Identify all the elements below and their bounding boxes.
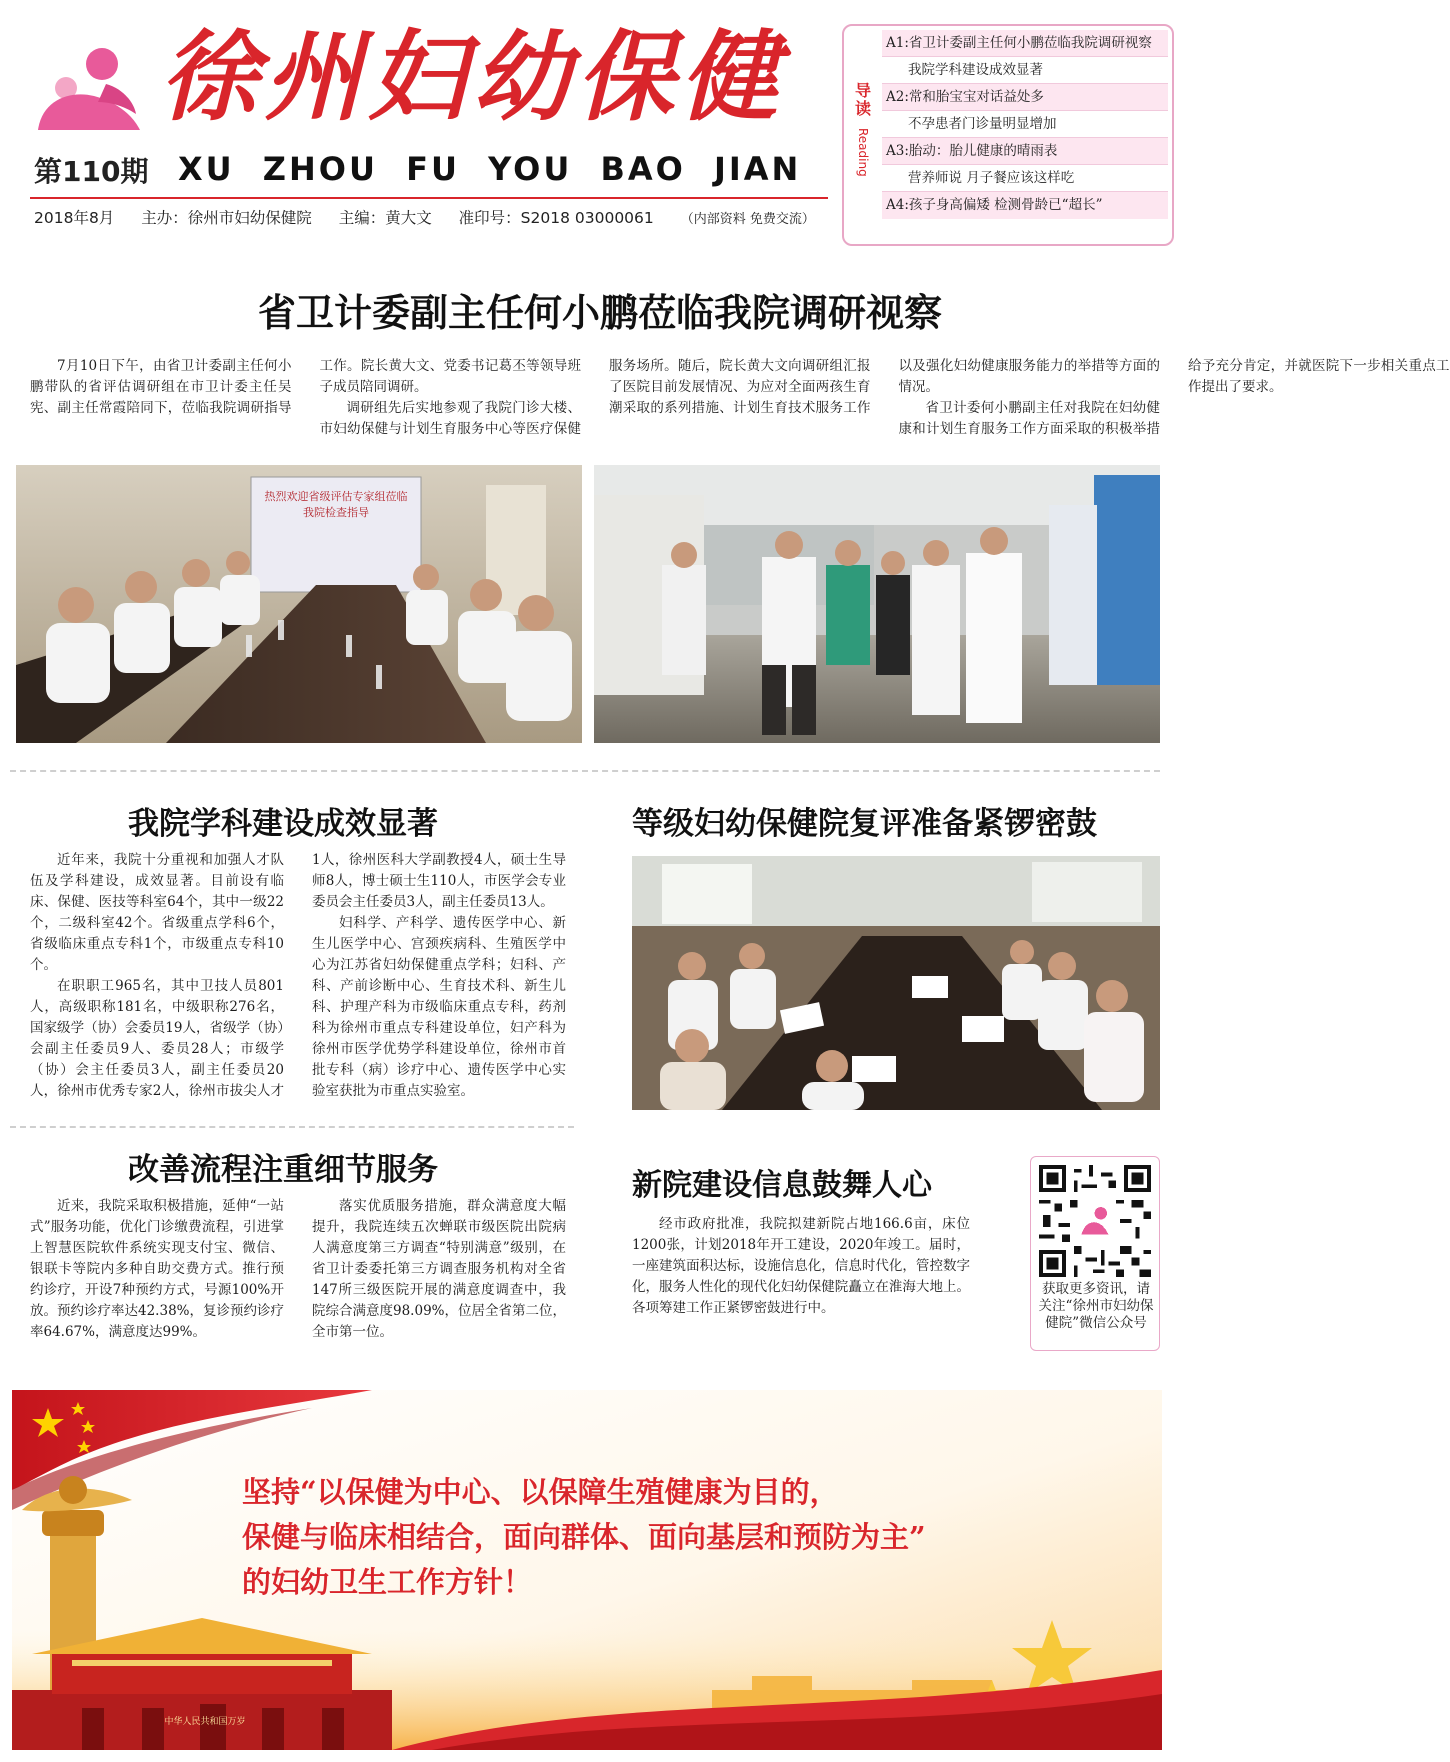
hall-visit-photo: [594, 465, 1160, 743]
reading-item[interactable]: A4:孩子身高偏矮 检测骨龄已“超长”: [882, 192, 1168, 219]
banner-slogan: [242, 1470, 1122, 1605]
section-divider: [10, 770, 1160, 772]
discipline-article-body: [30, 850, 566, 1112]
hospital-logo: [36, 44, 146, 134]
policy-banner: [12, 1390, 1162, 1750]
masthead-title: 徐州妇幼保健: [160, 20, 785, 135]
discipline-paragraph: 妇科学、产科学、遗传医学中心、新生儿医学中心、宫颈疾病科、生殖医学中心为江苏省妇幼保健重点学科；妇科、产科、产前诊断中心、生育技术科、新生儿科、护理产科为市级临床重点专科，药剂科为徐州市重点专科建设单位，妇产科为徐州市医学优势学科建设单位，徐州市首批专科（病）诊疗中心、遗传医学中心实验室获批为市重点实验室。: [312, 915, 566, 1099]
banner-line: 保健与临床相结合，面向群体、面向基层和预防为主”: [242, 1520, 926, 1554]
reading-item[interactable]: A1:省卫计委副主任何小鹏莅临我院调研视察: [882, 30, 1168, 57]
publish-date: 2018年8月: [34, 209, 115, 227]
reading-guide-box: [842, 24, 1174, 246]
process-headline: 改善流程注重细节服务: [128, 1152, 438, 1188]
reading-item[interactable]: 营养师说 月子餐应该这样吃: [882, 165, 1168, 192]
qr-caption: 获取更多资讯，请关注“徐州市妇幼保健院”微信公众号: [1038, 1281, 1154, 1331]
reading-guide-list: [882, 30, 1168, 219]
process-paragraph: 落实优质服务措施，群众满意度大幅提升，我院连续五次蝉联市级医院出院病人满意度第三方调查“特别满意”级别，在省卫计委委托第三方调查服务机构对全省147所三级医院开展的满意度调查中，我院综合满意度98.09%，位居全省第二位，全市第一位。: [312, 1198, 566, 1340]
lead-paragraph: 调研组先后实地参观了我院门诊大楼、市妇幼保健与计划生育服务中心等医疗保健服务场所。随后，院长黄大文向调研组汇报了医院目前发展情况、为应对全面两孩生育潮采取的系列措施、计划生育技术服务工作以及强化妇幼健康服务能力的举措等方面的情况。: [319, 358, 1160, 437]
distribution-note: （内部资料 免费交流）: [680, 212, 815, 227]
lead-headline: 省卫计委副主任何小鹏莅临我院调研视察: [257, 291, 942, 335]
discipline-headline: 我院学科建设成效显著: [128, 806, 438, 842]
process-article-body: [30, 1196, 566, 1352]
reading-item[interactable]: A3:胎动：胎儿健康的晴雨表: [882, 138, 1168, 165]
lead-paragraph: 7月10日下午，由省卫计委副主任何小鹏带队的省评估调研组在市卫计委主任吴宪、副主任常霞陪同下，莅临我院调研指导工作。院长黄大文、党委书记葛丕等领导班子成员陪同调研。: [30, 358, 581, 416]
review-meeting-photo: [632, 856, 1160, 1110]
reading-label-cn: 导读: [854, 81, 871, 118]
hall-visit-illustration: [594, 465, 1160, 743]
new-campus-paragraph: 经市政府批准，我院拟建新院占地166.6亩，床位1200张，计划2018年开工建设，2020年竣工。届时，一座建筑面积达标，设施信息化，信息时代化，管控数字化，服务人性化的现代化妇幼保健院矗立在淮海大地上。各项筹建工作正紧锣密鼓进行中。: [632, 1216, 970, 1316]
sponsor: 主办：徐州市妇幼保健院: [141, 209, 312, 227]
editor: 主编：黄大文: [338, 209, 432, 227]
masthead-meta: [34, 206, 815, 228]
discipline-paragraph: 近年来，我院十分重视和加强人才队伍及学科建设，成效显著。目前设有临床、保健、医技等科室64个，其中一级22个，二级科室42个。省级重点学科6个，省级临床重点专科1个，市级重点专科10个。: [30, 852, 284, 973]
issue-number: 第110期: [34, 155, 149, 188]
masthead-pinyin: XU ZHOU FU YOU BAO JIAN: [178, 150, 802, 188]
permit-number: 准印号：S2018 03000061: [458, 209, 654, 227]
discipline-paragraph: 在职职工965名，其中卫技人员801人，高级职称181名，中级职称276名，国家级学（协）会委员19人，省级学（协）会副主任委员9人、委员28人；市级学（协）会主任委员3人，副主任委员20人，徐州市优秀专家2人，徐州市拔尖人才1人，徐州医科大学副教授4人，硕士生导师8人，博士硕士生110人，市医学会专业委员会主任委员3人，副主任委员13人。: [30, 852, 566, 1099]
section-divider: [10, 1126, 574, 1128]
review-headline: 等级妇幼保健院复评准备紧锣密鼓: [632, 806, 1097, 842]
reading-item[interactable]: 不孕患者门诊量明显增加: [882, 111, 1168, 138]
review-meeting-illustration: [632, 856, 1160, 1110]
gate-sign: 中华人民共和国万岁: [164, 1717, 246, 1727]
new-campus-headline: 新院建设信息鼓舞人心: [632, 1168, 932, 1203]
masthead-rule: [30, 197, 828, 199]
wechat-qr-box: [1030, 1156, 1160, 1351]
qr-code-icon[interactable]: [1039, 1165, 1151, 1277]
new-campus-article-body: [632, 1214, 970, 1350]
banner-line: 坚持“以保健为中心、以保障生殖健康为目的，: [242, 1475, 839, 1509]
reading-guide-label: [848, 82, 878, 177]
banner-line: 的妇幼卫生工作方针！: [242, 1565, 533, 1599]
reading-item[interactable]: 我院学科建设成效显著: [882, 57, 1168, 84]
reading-label-en: Reading: [856, 128, 870, 177]
projector-screen-text: 热烈欢迎省级评估专家组莅临我院检查指导: [264, 490, 408, 519]
reading-item[interactable]: A2:常和胎宝宝对话益处多: [882, 84, 1168, 111]
lead-paragraph: 省卫计委何小鹏副主任对我院在妇幼健康和计划生育服务工作方面采取的积极举措给予充分肯定，并就医院下一步相关重点工作提出了要求。: [898, 358, 1450, 437]
process-paragraph: 近来，我院采取积极措施，延伸“一站式”服务功能，优化门诊缴费流程，引进掌上智慧医院软件系统实现支付宝、微信、银联卡等院内多种自助交费方式。推行预约诊疗，开设7种预约方式，号源100%开放。预约诊疗率达42.38%，复诊预约诊疗率64.67%，满意度达99%。: [30, 1198, 284, 1340]
lead-article-body: [30, 356, 1450, 448]
meeting-room-photo: [16, 465, 582, 743]
